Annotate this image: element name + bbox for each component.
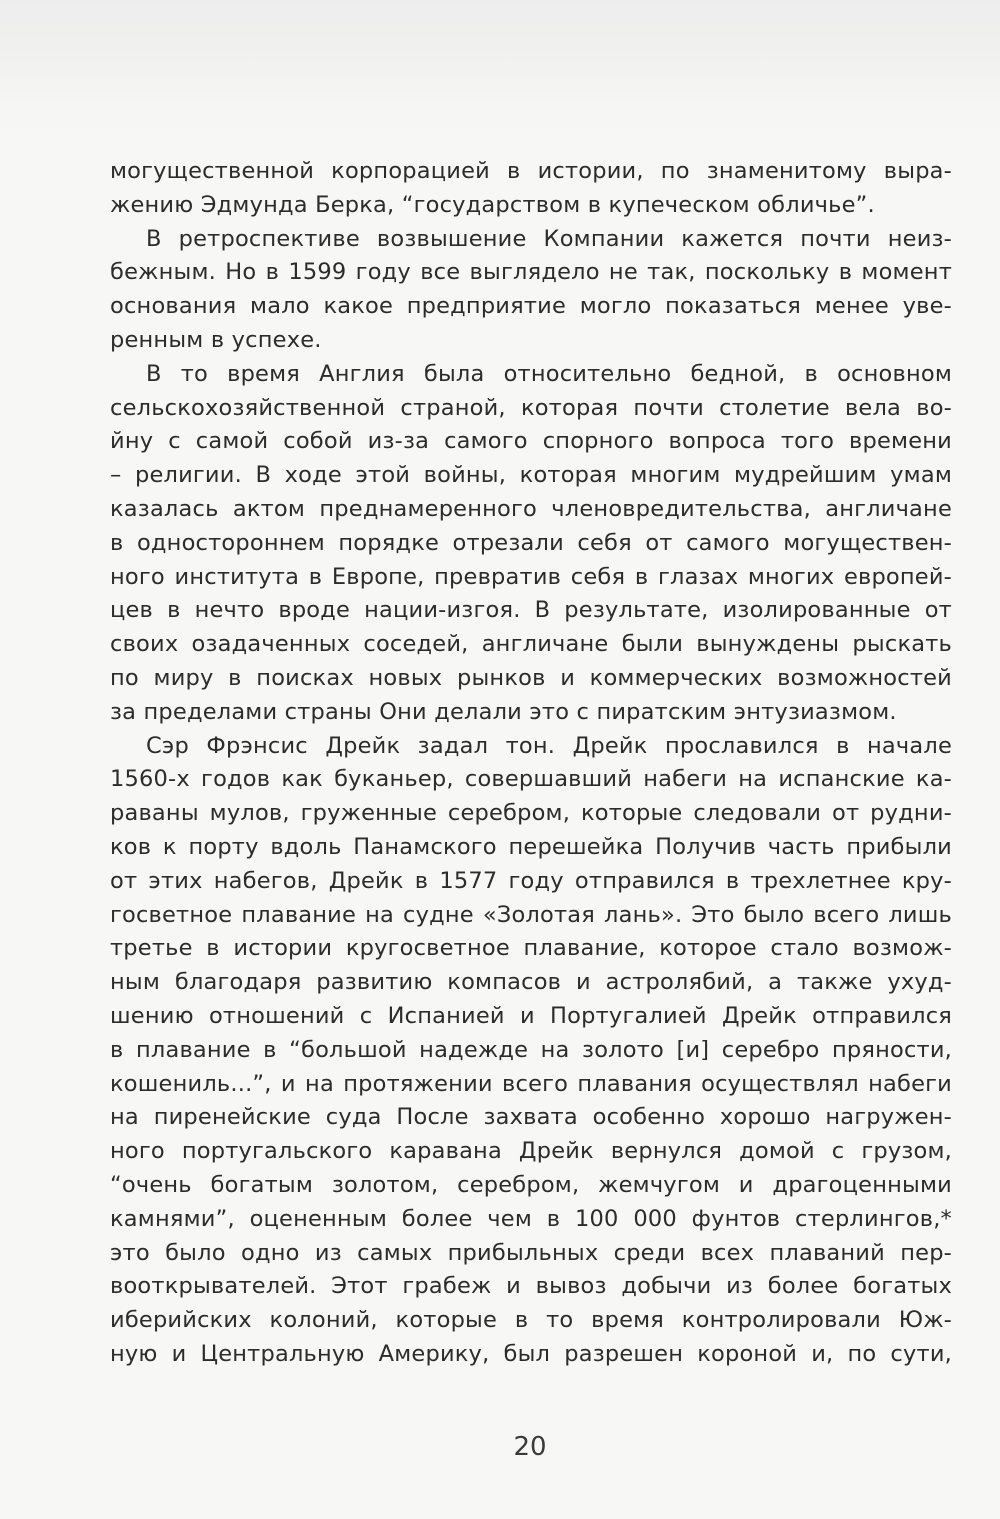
text-line: Сэр Фрэнсис Дрейк задал тон. Дрейк прославился в начале [146,732,952,759]
text-line: основания мало какое предприятие могло показаться менее уве- [110,293,952,320]
text-line: В ретроспективе возвышение Компании кажется почти неиз- [146,225,952,252]
paragraph-4 [110,730,952,1372]
text-line: ную и Центральную Америку, был разрешен короной и, по сути, [110,1340,952,1367]
text-line: камнями”, оцененным более чем в 100 000 фунтов стерлингов,* [110,1205,952,1232]
text-line: жению Эдмунда Берка, “государством в купеческом обличье”. [110,191,875,218]
paragraph-1 [110,155,952,223]
text-line: в плавание в “большой надежде на золото [и] серебро пряности, [110,1036,952,1063]
text-line: бежным. Но в 1599 году все выглядело не так, поскольку в момент [110,259,952,286]
text-line: вооткрывателей. Этот грабеж и вывоз добычи из более богатых [110,1273,952,1300]
text-line: третье в истории кругосветное плавание, которое стало возмож- [110,935,952,962]
text-line: на пиренейские суда После захвата особенно хорошо нагружен- [110,1104,952,1131]
paragraph-3 [110,358,952,730]
text-line: это было одно из самых прибыльных среди всех плаваний пер- [110,1239,952,1266]
text-line: йну с самой собой из-за самого спорного вопроса того времени [110,428,952,455]
text-line: сельскохозяйственной страной, которая почти столетие вела во- [110,394,952,421]
text-line: раваны мулов, груженные серебром, которые следовали от рудни- [110,800,952,827]
text-line: ным благодаря развитию компасов и астролябий, а также ухуд- [110,969,952,996]
text-line: иберийских колоний, которые в то время контролировали Юж- [110,1307,952,1334]
text-line: в одностороннем порядке отрезали себя от самого могуществен- [110,529,952,556]
text-line: по миру в поисках новых рынков и коммерческих возможностей [110,664,952,691]
text-line: ного португальского каравана Дрейк вернулся домой с грузом, [110,1138,952,1165]
text-line: ренным в успехе. [110,326,322,353]
text-line: могущественной корпорацией в истории, по знаменитому выра- [110,158,952,184]
text-line: ков к порту вдоль Панамского перешейка Получив часть прибыли [110,833,952,860]
text-line: госветное плавание на судне «Золотая лань». Это было всего лишь [110,901,952,928]
text-line: “очень богатым золотом, серебром, жемчугом и драгоценными [110,1171,952,1198]
text-line: своих озадаченных соседей, англичане были вынуждены рыскать [110,631,952,658]
paragraph-2 [110,223,952,358]
text-line: В то время Англия была относительно бедной, в основном [146,360,952,387]
text-line: от этих набегов, Дрейк в 1577 году отправился в трехлетнее кру- [110,867,952,894]
page-body [110,155,952,1372]
text-line: казалась актом преднамеренного членовредительства, англичане [110,495,952,522]
text-line: за пределами страны Они делали это с пиратским энтузиазмом. [110,698,897,725]
text-line: цев в нечто вроде нации-изгоя. В результате, изолированные от [110,597,952,624]
text-line: 1560-х годов как буканьер, совершавший набеги на испанские ка- [110,766,952,793]
scan-top-shadow [0,0,1000,135]
page-number: 20 [513,1432,547,1462]
text-line: ного института в Европе, превратив себя в глазах многих европей- [110,563,952,590]
text-line: шению отношений с Испанией и Португалией Дрейк отправился [110,1002,952,1029]
text-line: кошениль...”, и на протяжении всего плавания осуществлял набеги [110,1070,952,1097]
text-line: – религии. В ходе этой войны, которая многим мудрейшим умам [110,462,952,489]
